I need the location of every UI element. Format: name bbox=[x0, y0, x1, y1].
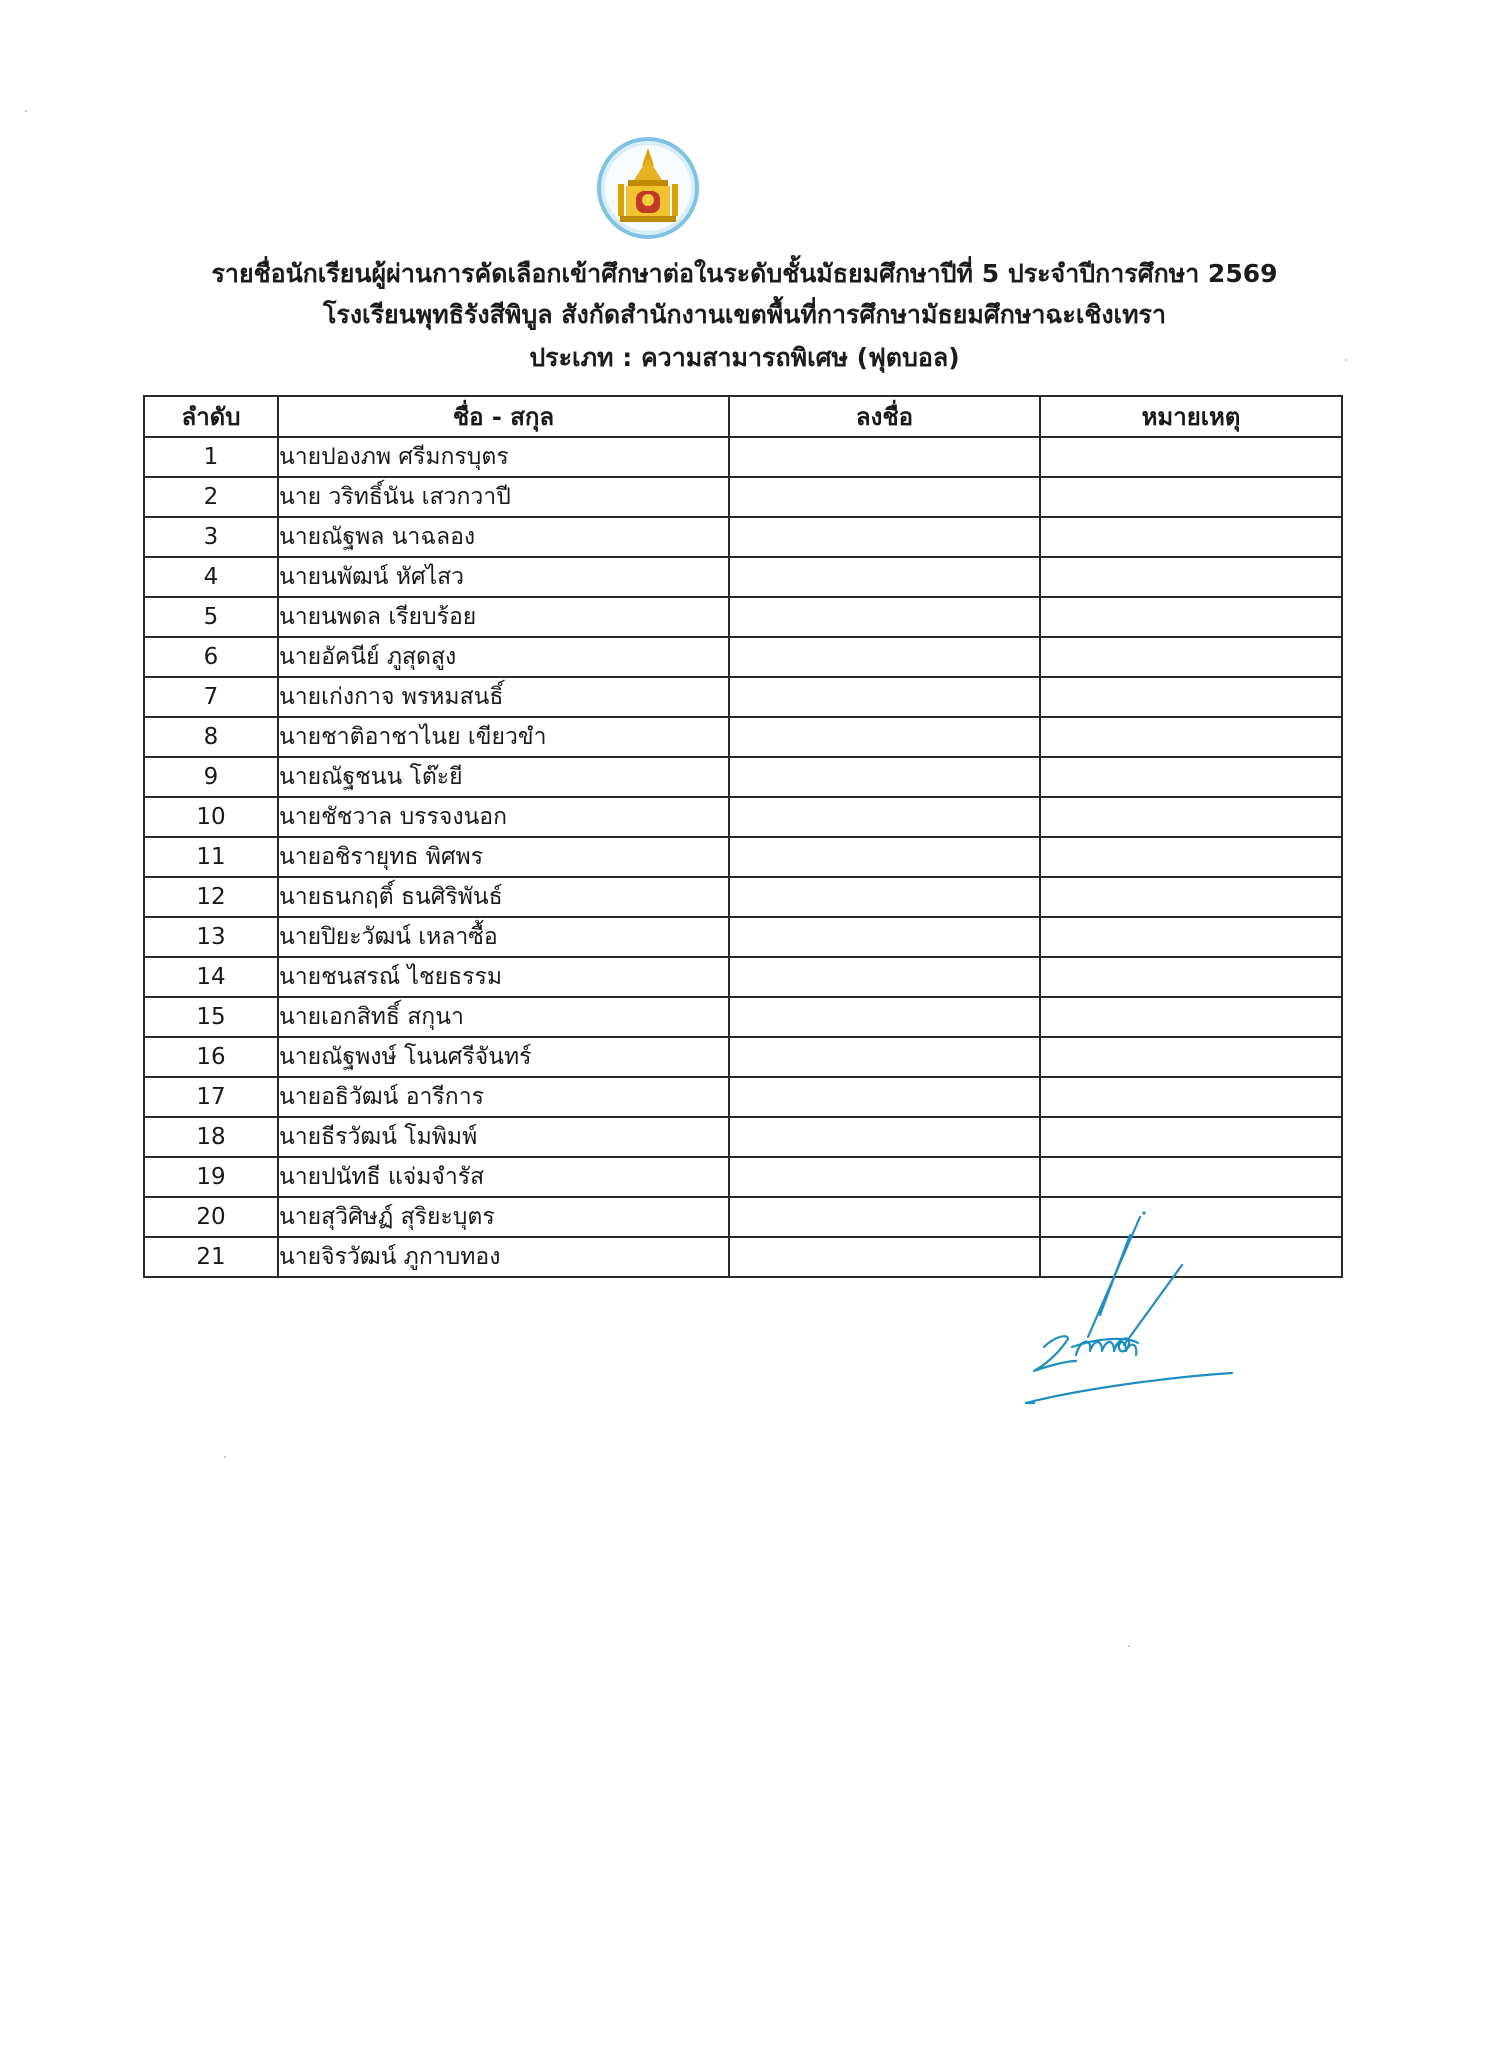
row-signature-cell bbox=[729, 517, 1040, 557]
table-row bbox=[144, 637, 1342, 677]
row-student-name: นายอัคนีย์ ภูสุดสูง bbox=[278, 637, 729, 677]
row-remark-cell bbox=[1040, 877, 1342, 917]
row-remark-cell bbox=[1040, 957, 1342, 997]
row-signature-cell bbox=[729, 1157, 1040, 1197]
row-remark-cell bbox=[1040, 677, 1342, 717]
row-signature-cell bbox=[729, 597, 1040, 637]
row-order-number: 1 bbox=[144, 437, 278, 477]
row-signature-cell bbox=[729, 1197, 1040, 1237]
row-signature-cell bbox=[729, 997, 1040, 1037]
row-student-name: นายณัฐชนน โต๊ะยี bbox=[278, 757, 729, 797]
row-remark-cell bbox=[1040, 1157, 1342, 1197]
row-signature-cell bbox=[729, 957, 1040, 997]
row-remark-cell bbox=[1040, 757, 1342, 797]
table-body bbox=[144, 437, 1342, 1277]
table-row bbox=[144, 1157, 1342, 1197]
row-order-number: 4 bbox=[144, 557, 278, 597]
row-remark-cell bbox=[1040, 1117, 1342, 1157]
row-order-number: 20 bbox=[144, 1197, 278, 1237]
table-row bbox=[144, 717, 1342, 757]
row-student-name: นายณัฐพล นาฉลอง bbox=[278, 517, 729, 557]
school-name: โรงเรียนพุทธิรังสีพิบูล สังกัดสำนักงานเขตพื้นที่การศึกษามัธยมศึกษาฉะเชิงเทรา bbox=[322, 300, 1167, 329]
row-signature-cell bbox=[729, 477, 1040, 517]
row-student-name: นายนพัฒน์ หัศไสว bbox=[278, 557, 729, 597]
row-student-name: นายธีรวัฒน์ โมพิมพ์ bbox=[278, 1117, 729, 1157]
row-order-number: 11 bbox=[144, 837, 278, 877]
row-student-name: นายปนัทธี แจ่มจำรัส bbox=[278, 1157, 729, 1197]
row-signature-cell bbox=[729, 797, 1040, 837]
row-signature-cell bbox=[729, 837, 1040, 877]
student-table bbox=[143, 395, 1343, 1278]
handwritten-signature-icon bbox=[1020, 1205, 1240, 1415]
table-row bbox=[144, 1077, 1342, 1117]
row-student-name: นายปองภพ ศรีมกรบุตร bbox=[278, 437, 729, 477]
row-signature-cell bbox=[729, 1037, 1040, 1077]
row-signature-cell bbox=[729, 1237, 1040, 1277]
row-signature-cell bbox=[729, 677, 1040, 717]
table-row bbox=[144, 517, 1342, 557]
row-remark-cell bbox=[1040, 837, 1342, 877]
column-header-order: ลำดับ bbox=[144, 396, 278, 437]
row-remark-cell bbox=[1040, 597, 1342, 637]
row-order-number: 16 bbox=[144, 1037, 278, 1077]
row-order-number: 15 bbox=[144, 997, 278, 1037]
row-student-name: นายณัฐพงษ์ โนนศรีจันทร์ bbox=[278, 1037, 729, 1077]
scan-speck bbox=[224, 1456, 226, 1458]
column-header-name: ชื่อ - สกุล bbox=[278, 396, 729, 437]
row-signature-cell bbox=[729, 1117, 1040, 1157]
row-remark-cell bbox=[1040, 1077, 1342, 1117]
category-label: ประเภท : ความสามารถพิเศษ (ฟุตบอล) bbox=[529, 343, 960, 372]
row-signature-cell bbox=[729, 717, 1040, 757]
table-row bbox=[144, 1037, 1342, 1077]
row-signature-cell bbox=[729, 637, 1040, 677]
table-header-row bbox=[144, 396, 1342, 437]
row-remark-cell bbox=[1040, 917, 1342, 957]
table-row bbox=[144, 917, 1342, 957]
scan-speck bbox=[1345, 359, 1347, 361]
row-remark-cell bbox=[1040, 557, 1342, 597]
table-row bbox=[144, 797, 1342, 837]
row-student-name: นายปิยะวัฒน์ เหลาซื้อ bbox=[278, 917, 729, 957]
row-student-name: นายธนกฤติ์ ธนศิริพันธ์ bbox=[278, 877, 729, 917]
table-row bbox=[144, 1117, 1342, 1157]
scan-speck bbox=[25, 110, 27, 112]
row-order-number: 17 bbox=[144, 1077, 278, 1117]
row-student-name: นายชัชวาล บรรจงนอก bbox=[278, 797, 729, 837]
row-student-name: นายเก่งกาจ พรหมสนธิ์ bbox=[278, 677, 729, 717]
row-signature-cell bbox=[729, 437, 1040, 477]
row-order-number: 18 bbox=[144, 1117, 278, 1157]
table-row bbox=[144, 837, 1342, 877]
row-student-name: นายจิรวัฒน์ ภูกาบทอง bbox=[278, 1237, 729, 1277]
row-remark-cell bbox=[1040, 1037, 1342, 1077]
row-signature-cell bbox=[729, 557, 1040, 597]
row-signature-cell bbox=[729, 917, 1040, 957]
row-student-name: นายอชิรายุทธ พิศพร bbox=[278, 837, 729, 877]
row-order-number: 14 bbox=[144, 957, 278, 997]
row-order-number: 19 bbox=[144, 1157, 278, 1197]
row-order-number: 7 bbox=[144, 677, 278, 717]
table-row bbox=[144, 957, 1342, 997]
row-remark-cell bbox=[1040, 997, 1342, 1037]
row-student-name: นายชาติอาชาไนย เขียวขำ bbox=[278, 717, 729, 757]
table-row bbox=[144, 437, 1342, 477]
row-student-name: นายอธิวัฒน์ อารีการ bbox=[278, 1077, 729, 1117]
row-student-name: นายสุวิศิษฏ์ สุริยะบุตร bbox=[278, 1197, 729, 1237]
table-row bbox=[144, 997, 1342, 1037]
table-row bbox=[144, 477, 1342, 517]
school-emblem-icon bbox=[596, 136, 700, 240]
column-header-remark: หมายเหตุ bbox=[1040, 396, 1342, 437]
row-remark-cell bbox=[1040, 717, 1342, 757]
row-signature-cell bbox=[729, 877, 1040, 917]
table-row bbox=[144, 757, 1342, 797]
row-remark-cell bbox=[1040, 437, 1342, 477]
row-order-number: 9 bbox=[144, 757, 278, 797]
row-remark-cell bbox=[1040, 477, 1342, 517]
table-row bbox=[144, 597, 1342, 637]
table-row bbox=[144, 877, 1342, 917]
table-row bbox=[144, 557, 1342, 597]
row-order-number: 2 bbox=[144, 477, 278, 517]
row-order-number: 12 bbox=[144, 877, 278, 917]
column-header-signature: ลงชื่อ bbox=[729, 396, 1040, 437]
table-row bbox=[144, 677, 1342, 717]
row-signature-cell bbox=[729, 1077, 1040, 1117]
row-student-name: นายนพดล เรียบร้อย bbox=[278, 597, 729, 637]
document-title: รายชื่อนักเรียนผู้ผ่านการคัดเลือกเข้าศึกษาต่อในระดับชั้นมัธยมศึกษาปีที่ 5 ประจำปีการศึกษา 2569 bbox=[211, 259, 1278, 288]
row-order-number: 3 bbox=[144, 517, 278, 557]
row-order-number: 21 bbox=[144, 1237, 278, 1277]
row-order-number: 8 bbox=[144, 717, 278, 757]
row-order-number: 13 bbox=[144, 917, 278, 957]
scan-speck bbox=[1128, 1645, 1130, 1647]
row-signature-cell bbox=[729, 757, 1040, 797]
row-order-number: 10 bbox=[144, 797, 278, 837]
row-remark-cell bbox=[1040, 637, 1342, 677]
row-order-number: 5 bbox=[144, 597, 278, 637]
row-student-name: นายเอกสิทธิ์ สกุนา bbox=[278, 997, 729, 1037]
row-remark-cell bbox=[1040, 797, 1342, 837]
row-student-name: นายชนสรณ์ ไชยธรรม bbox=[278, 957, 729, 997]
row-student-name: นาย วริทธิ์นัน เสวกวาปี bbox=[278, 477, 729, 517]
row-order-number: 6 bbox=[144, 637, 278, 677]
row-remark-cell bbox=[1040, 517, 1342, 557]
